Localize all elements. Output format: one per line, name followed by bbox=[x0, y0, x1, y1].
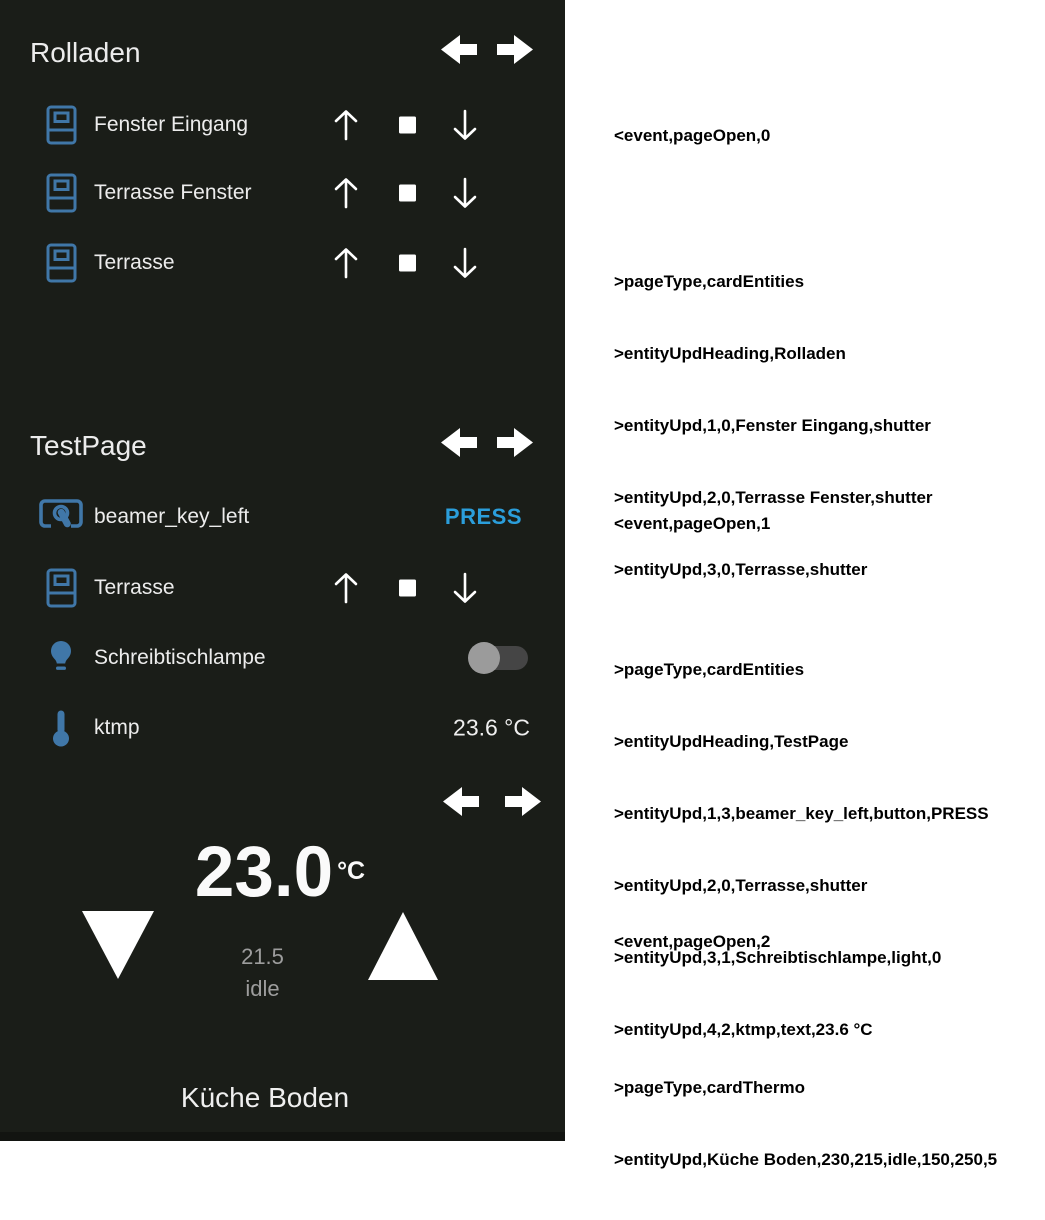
shutter-down-button[interactable] bbox=[451, 176, 479, 210]
log-line: >pageType,cardEntities bbox=[614, 272, 805, 291]
arrow-left-icon bbox=[440, 33, 477, 66]
entity-row bbox=[0, 105, 565, 145]
entity-row bbox=[0, 173, 565, 213]
arrow-up-icon bbox=[332, 246, 360, 280]
panel-bottom-edge bbox=[0, 1132, 565, 1141]
log-gap bbox=[614, 196, 933, 222]
arrow-up-icon bbox=[332, 108, 360, 142]
shutter-down-button[interactable] bbox=[451, 571, 479, 605]
arrow-right-icon bbox=[497, 33, 534, 66]
prev-page-button[interactable] bbox=[442, 785, 479, 818]
shutter-down-button[interactable] bbox=[451, 246, 479, 280]
window-shutter-icon bbox=[38, 242, 84, 284]
log-line: >entityUpd,3,1,Schreibtischlampe,light,0 bbox=[614, 948, 942, 967]
lightbulb-icon bbox=[38, 637, 84, 679]
log-line: >entityUpd,Küche Boden,230,215,idle,150,250,5 bbox=[614, 1150, 998, 1169]
entity-row bbox=[0, 638, 565, 678]
log-gap bbox=[614, 1002, 997, 1028]
arrow-left-icon bbox=[442, 785, 479, 818]
shutter-stop-button[interactable] bbox=[399, 255, 416, 272]
shutter-up-button[interactable] bbox=[332, 571, 360, 605]
arrow-down-icon bbox=[451, 108, 479, 142]
stop-square-icon bbox=[399, 117, 416, 134]
stop-square-icon bbox=[399, 255, 416, 272]
entity-label: Terrasse bbox=[94, 576, 175, 599]
window-shutter-icon bbox=[38, 172, 84, 214]
entity-row bbox=[0, 568, 565, 608]
log-event-line: <event,pageOpen,2 bbox=[614, 932, 771, 951]
log-event-line: <event,pageOpen,1 bbox=[614, 514, 771, 533]
entity-label: Fenster Eingang bbox=[94, 113, 249, 136]
log-line: >pageType,cardThermo bbox=[614, 1078, 805, 1097]
entity-row bbox=[0, 243, 565, 283]
shutter-down-button[interactable] bbox=[451, 108, 479, 142]
shutter-stop-button[interactable] bbox=[399, 185, 416, 202]
thermostat-name: Küche Boden bbox=[180, 1082, 350, 1113]
shutter-stop-button[interactable] bbox=[399, 580, 416, 597]
log-line: >entityUpd,1,0,Fenster Eingang,shutter bbox=[614, 416, 931, 435]
gesture-tap-button-icon bbox=[38, 496, 84, 538]
stop-square-icon bbox=[399, 185, 416, 202]
page-title-testpage: TestPage bbox=[30, 430, 147, 461]
press-button[interactable]: PRESS bbox=[444, 504, 522, 529]
shutter-up-button[interactable] bbox=[332, 246, 360, 280]
log-event-line: <event,pageOpen,0 bbox=[614, 126, 771, 145]
arrow-down-icon bbox=[451, 176, 479, 210]
arrow-down-icon bbox=[451, 246, 479, 280]
light-toggle[interactable] bbox=[471, 646, 528, 670]
entity-label: beamer_key_left bbox=[94, 505, 250, 528]
arrow-left-icon bbox=[440, 426, 477, 459]
log-line: >entityUpd,3,0,Terrasse,shutter bbox=[614, 560, 868, 579]
window-shutter-icon bbox=[38, 104, 84, 146]
entity-label: Terrasse Fenster bbox=[94, 181, 252, 204]
shutter-stop-button[interactable] bbox=[399, 117, 416, 134]
log-line: >entityUpdHeading,Rolladen bbox=[614, 344, 846, 363]
hvac-state: idle bbox=[245, 976, 280, 1001]
next-page-button[interactable] bbox=[497, 426, 534, 459]
entity-label: Schreibtischlampe bbox=[94, 646, 266, 669]
log-line: >entityUpd,2,0,Terrasse Fenster,shutter bbox=[614, 488, 933, 507]
shutter-up-button[interactable] bbox=[332, 108, 360, 142]
entity-row bbox=[0, 497, 565, 537]
shutter-up-button[interactable] bbox=[332, 176, 360, 210]
entity-label: Terrasse bbox=[94, 251, 175, 274]
window-shutter-icon bbox=[38, 567, 84, 609]
page-title-rolladen: Rolladen bbox=[30, 37, 141, 68]
toggle-knob bbox=[468, 642, 500, 674]
sensor-value: 23.6 °C bbox=[453, 714, 530, 741]
current-temperature-value: 23.0 bbox=[194, 833, 334, 912]
arrow-up-icon bbox=[332, 176, 360, 210]
entity-row bbox=[0, 708, 565, 748]
thermometer-icon bbox=[38, 707, 84, 749]
target-temperature: 21.5 bbox=[241, 944, 284, 969]
uart-log-page2 bbox=[614, 882, 997, 1220]
arrow-right-icon bbox=[505, 785, 542, 818]
prev-page-button[interactable] bbox=[440, 33, 477, 66]
log-line: >pageType,cardEntities bbox=[614, 660, 805, 679]
arrow-up-icon bbox=[332, 571, 360, 605]
log-line: >entityUpd,2,0,Terrasse,shutter bbox=[614, 876, 868, 895]
entity-label: ktmp bbox=[94, 716, 140, 739]
current-temperature bbox=[120, 834, 440, 912]
arrow-down-icon bbox=[451, 571, 479, 605]
arrow-right-icon bbox=[497, 426, 534, 459]
temperature-unit: °C bbox=[337, 857, 366, 885]
next-page-button[interactable] bbox=[505, 785, 542, 818]
temp-up-button[interactable] bbox=[368, 912, 438, 980]
log-gap bbox=[614, 584, 989, 610]
log-line: >entityUpd,4,2,ktmp,text,23.6 °C bbox=[614, 1020, 873, 1039]
next-page-button[interactable] bbox=[497, 33, 534, 66]
log-line: >entityUpd,1,3,beamer_key_left,button,PRESS bbox=[614, 804, 989, 823]
temp-down-button[interactable] bbox=[82, 911, 154, 979]
stop-square-icon bbox=[399, 580, 416, 597]
log-line: >entityUpdHeading,TestPage bbox=[614, 732, 849, 751]
prev-page-button[interactable] bbox=[440, 426, 477, 459]
